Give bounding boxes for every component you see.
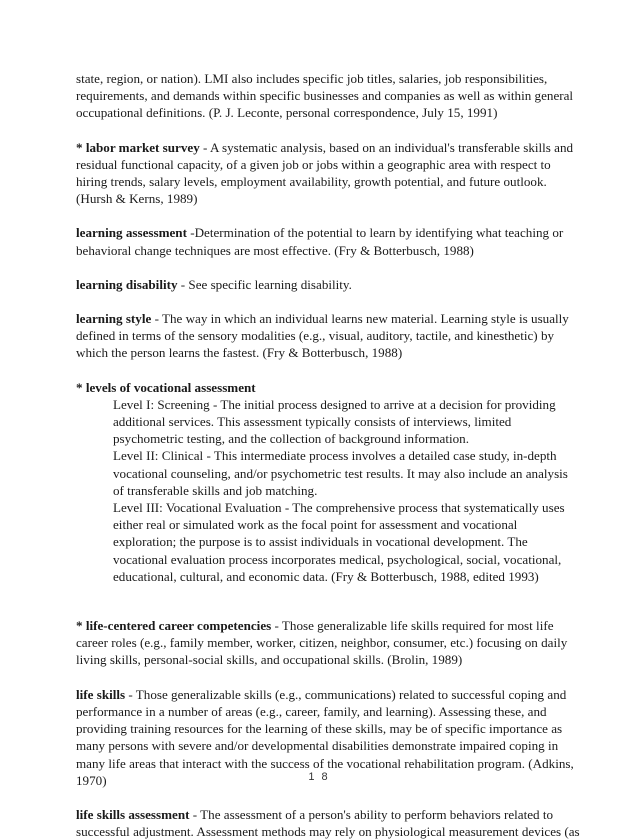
- entry-labor-market-survey: [76, 139, 582, 208]
- entry-definition: - See specific learning disability.: [177, 276, 352, 292]
- entry-definition: - The assessment of a person's ability to perform behaviors related to successful adjustment. Assessment methods may rely on physiological measurement devices (as: [76, 806, 580, 840]
- entry-definition: - Those generalizable life skills required for most life career roles (e.g., family member, worker, citizen, neighbor, consumer, etc.) focusing on daily living skills, personal-social skills, and occupational skills. (Brolin, 1989): [76, 618, 568, 668]
- entry-term: life skills: [76, 686, 126, 702]
- level-1-screening: Level I: Screening - The initial process designed to arrive at a decision for providing additional services. This assessment typically consists of interviews, limited psychometric testing, and the collection of background information.: [113, 396, 556, 447]
- entry-term: learning assessment: [76, 225, 187, 241]
- entry-text: state, region, or nation). LMI also includes specific job titles, salaries, job responsibilities, requirements, and demands within specific businesses and companies as well as within general occupational definitions. (P. J. Leconte, personal correspondence, July 15, 1991): [76, 71, 574, 121]
- entry-term: life skills assessment: [76, 806, 190, 822]
- page-number: 1 8: [308, 771, 330, 783]
- entry-learning-style: [76, 310, 582, 362]
- entry-term: * labor market survey: [76, 139, 200, 155]
- entry-life-skills-assessment: [76, 806, 582, 840]
- entry-definition: - A systematic analysis, based on an individual's transferable skills and residual functional capacity, of a given job or jobs within a geographic area with respect to hiring trends, salary levels, employment availability, growth potential, and future outlook. (Hursh & Kerns, 1989): [76, 139, 574, 207]
- entry-term: learning style: [76, 311, 152, 327]
- entry-life-centered-career-competencies: [76, 617, 582, 669]
- entry-lmi-continued: [76, 70, 582, 122]
- entry-learning-disability: [76, 276, 582, 293]
- level-2-clinical: Level II: Clinical - This intermediate process involves a detailed case study, in-depth vocational counseling, and/or psychometric test results. It may also include an analysis of transferable skills and job matching.: [113, 448, 568, 498]
- level-3-vocational-evaluation: Level III: Vocational Evaluation - The comprehensive process that systematically uses either real or simulated work as the focal point for assessment and vocational exploration; the purpose is to assist individuals in vocational development. The vocational evaluation process incorporates medical, psychological, social, vocational, educational, cultural, and economic data. (Fry & Botterbusch, 1988, edited 1993): [113, 500, 565, 584]
- entry-term: learning disability: [76, 276, 178, 292]
- entry-definition: -Determination of the potential to learn by identifying what teaching or behavioral change techniques are most effective. (Fry & Botterbusch, 1988): [76, 225, 564, 258]
- entry-definition: - The way in which an individual learns new material. Learning style is usually defined in terms of the sensory modalities (e.g., visual, auditory, tactile, and kinesthetic) by which the person learns the fastest. (Fry & Botterbusch, 1988): [76, 311, 569, 361]
- entry-learning-assessment: [76, 224, 582, 258]
- entry-definition: - Those generalizable skills (e.g., communications) related to successful coping and performance in a number of areas (e.g., career, family, and learning). Assessing these, and providing training resources for the learning of these skills, may be of specific importance as many persons with severe and/or developmental disabilities demonstrate impaired coping in many life areas that interact with the success of the vocational rehabilitation program. (Adkins, 1970): [76, 686, 574, 788]
- entry-term: * life-centered career competencies: [76, 618, 272, 634]
- entry-term: * levels of vocational assessment: [76, 379, 256, 395]
- entry-levels-of-vocational-assessment: [76, 379, 582, 585]
